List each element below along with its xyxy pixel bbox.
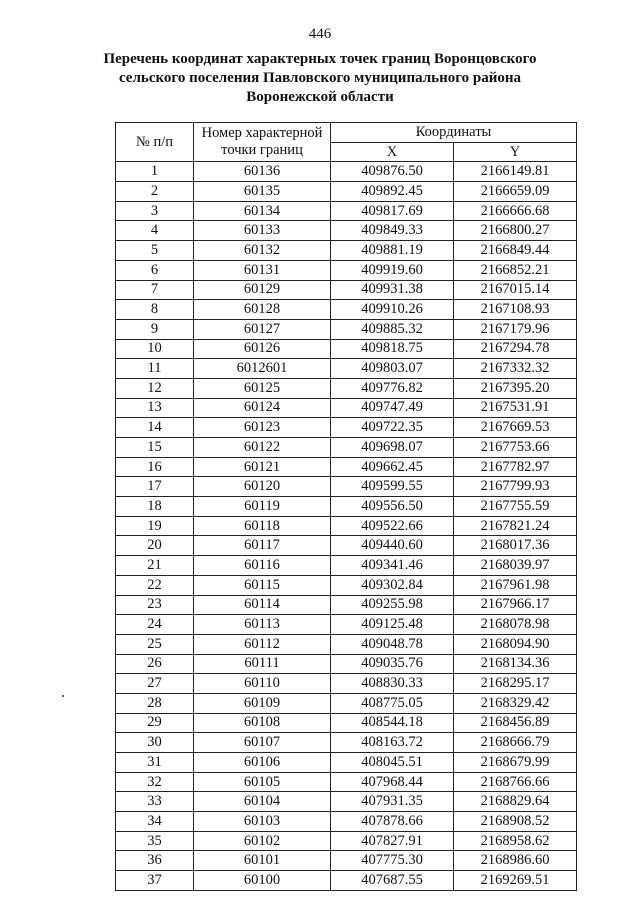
y-coordinate-cell: 2167395.20 <box>454 378 577 398</box>
point-number-cell: 60112 <box>194 634 331 654</box>
y-coordinate-cell: 2167015.14 <box>454 280 577 300</box>
table-row <box>116 733 577 753</box>
point-number-cell: 60101 <box>194 851 331 871</box>
point-number-cell: 60135 <box>194 182 331 202</box>
point-number-cell: 60121 <box>194 457 331 477</box>
row-number-cell: 37 <box>116 871 194 891</box>
page-number: 446 <box>308 26 332 42</box>
point-number-cell: 6012601 <box>194 359 331 379</box>
point-number-cell: 60114 <box>194 595 331 615</box>
y-coordinate-cell: 2168986.60 <box>454 851 577 871</box>
table-row <box>116 300 577 320</box>
point-number-cell: 60118 <box>194 516 331 536</box>
point-number-cell: 60113 <box>194 615 331 635</box>
table-row <box>116 831 577 851</box>
x-coordinate-cell: 408544.18 <box>331 713 454 733</box>
x-coordinate-cell: 408775.05 <box>331 693 454 713</box>
row-number-cell: 10 <box>116 339 194 359</box>
y-coordinate-cell: 2167753.66 <box>454 438 577 458</box>
table-row <box>116 556 577 576</box>
x-coordinate-cell: 409662.45 <box>331 457 454 477</box>
x-coordinate-cell: 409440.60 <box>331 536 454 556</box>
x-coordinate-cell: 409876.50 <box>331 162 454 182</box>
table-row <box>116 398 577 418</box>
row-number-cell: 28 <box>116 693 194 713</box>
point-number-cell: 60108 <box>194 713 331 733</box>
x-coordinate-cell: 409698.07 <box>331 438 454 458</box>
point-number-cell: 60117 <box>194 536 331 556</box>
stray-mark <box>62 695 64 697</box>
table-row <box>116 319 577 339</box>
y-coordinate-cell: 2168456.89 <box>454 713 577 733</box>
x-coordinate-cell: 407968.44 <box>331 772 454 792</box>
table-row <box>116 497 577 517</box>
row-number-cell: 24 <box>116 615 194 635</box>
table-row <box>116 753 577 773</box>
table-row <box>116 241 577 261</box>
header-point-number-line: точки границ <box>221 142 303 159</box>
row-number-cell: 5 <box>116 241 194 261</box>
table-row <box>116 536 577 556</box>
point-number-cell: 60110 <box>194 674 331 694</box>
coordinates-table <box>115 122 577 891</box>
row-number-cell: 15 <box>116 438 194 458</box>
row-number-cell: 23 <box>116 595 194 615</box>
y-coordinate-cell: 2168679.99 <box>454 753 577 773</box>
x-coordinate-cell: 409255.98 <box>331 595 454 615</box>
y-coordinate-cell: 2167531.91 <box>454 398 577 418</box>
x-coordinate-cell: 409803.07 <box>331 359 454 379</box>
y-coordinate-cell: 2166800.27 <box>454 221 577 241</box>
point-number-cell: 60109 <box>194 693 331 713</box>
row-number-cell: 6 <box>116 260 194 280</box>
y-coordinate-cell: 2167332.32 <box>454 359 577 379</box>
point-number-cell: 60129 <box>194 280 331 300</box>
y-coordinate-cell: 2168017.36 <box>454 536 577 556</box>
document-title-line: Перечень координат характерных точек границ Воронцовского <box>103 51 537 67</box>
y-coordinate-cell: 2168078.98 <box>454 615 577 635</box>
point-number-cell: 60123 <box>194 418 331 438</box>
x-coordinate-cell: 407878.66 <box>331 812 454 832</box>
table-row <box>116 595 577 615</box>
x-coordinate-cell: 407827.91 <box>331 831 454 851</box>
table-row <box>116 812 577 832</box>
point-number-cell: 60133 <box>194 221 331 241</box>
point-number-cell: 60119 <box>194 497 331 517</box>
row-number-cell: 2 <box>116 182 194 202</box>
row-number-cell: 32 <box>116 772 194 792</box>
x-coordinate-cell: 409885.32 <box>331 319 454 339</box>
y-coordinate-cell: 2168039.97 <box>454 556 577 576</box>
header-x: X <box>331 142 454 162</box>
row-number-cell: 33 <box>116 792 194 812</box>
row-number-cell: 20 <box>116 536 194 556</box>
y-coordinate-cell: 2168666.79 <box>454 733 577 753</box>
y-coordinate-cell: 2168829.64 <box>454 792 577 812</box>
table-header-row <box>116 123 577 143</box>
x-coordinate-cell: 409599.55 <box>331 477 454 497</box>
table-row <box>116 221 577 241</box>
table-row <box>116 792 577 812</box>
table-row <box>116 851 577 871</box>
row-number-cell: 17 <box>116 477 194 497</box>
point-number-cell: 60106 <box>194 753 331 773</box>
table-row <box>116 575 577 595</box>
y-coordinate-cell: 2166849.44 <box>454 241 577 261</box>
row-number-cell: 3 <box>116 201 194 221</box>
x-coordinate-cell: 409125.48 <box>331 615 454 635</box>
document-title <box>100 50 540 107</box>
row-number-cell: 16 <box>116 457 194 477</box>
table-row <box>116 418 577 438</box>
row-number-cell: 9 <box>116 319 194 339</box>
header-point-number <box>194 123 331 162</box>
x-coordinate-cell: 409522.66 <box>331 516 454 536</box>
y-coordinate-cell: 2166852.21 <box>454 260 577 280</box>
header-point-number-line: Номер характерной <box>201 125 323 142</box>
row-number-cell: 14 <box>116 418 194 438</box>
x-coordinate-cell: 409931.38 <box>331 280 454 300</box>
point-number-cell: 60104 <box>194 792 331 812</box>
point-number-cell: 60107 <box>194 733 331 753</box>
row-number-cell: 31 <box>116 753 194 773</box>
y-coordinate-cell: 2169269.51 <box>454 871 577 891</box>
row-number-cell: 25 <box>116 634 194 654</box>
row-number-cell: 8 <box>116 300 194 320</box>
x-coordinate-cell: 407687.55 <box>331 871 454 891</box>
point-number-cell: 60125 <box>194 378 331 398</box>
y-coordinate-cell: 2167294.78 <box>454 339 577 359</box>
y-coordinate-cell: 2167961.98 <box>454 575 577 595</box>
y-coordinate-cell: 2167782.97 <box>454 457 577 477</box>
x-coordinate-cell: 409747.49 <box>331 398 454 418</box>
table-row <box>116 378 577 398</box>
table-row <box>116 359 577 379</box>
table-row <box>116 674 577 694</box>
x-coordinate-cell: 408045.51 <box>331 753 454 773</box>
x-coordinate-cell: 409035.76 <box>331 654 454 674</box>
row-number-cell: 35 <box>116 831 194 851</box>
header-coordinates: Координаты <box>331 123 577 143</box>
x-coordinate-cell: 409919.60 <box>331 260 454 280</box>
x-coordinate-cell: 409556.50 <box>331 497 454 517</box>
point-number-cell: 60132 <box>194 241 331 261</box>
y-coordinate-cell: 2168958.62 <box>454 831 577 851</box>
row-number-cell: 13 <box>116 398 194 418</box>
row-number-cell: 12 <box>116 378 194 398</box>
y-coordinate-cell: 2167755.59 <box>454 497 577 517</box>
y-coordinate-cell: 2166659.09 <box>454 182 577 202</box>
x-coordinate-cell: 408830.33 <box>331 674 454 694</box>
x-coordinate-cell: 407775.30 <box>331 851 454 871</box>
x-coordinate-cell: 409048.78 <box>331 634 454 654</box>
y-coordinate-cell: 2166666.68 <box>454 201 577 221</box>
y-coordinate-cell: 2168134.36 <box>454 654 577 674</box>
x-coordinate-cell: 409817.69 <box>331 201 454 221</box>
point-number-cell: 60126 <box>194 339 331 359</box>
point-number-cell: 60131 <box>194 260 331 280</box>
x-coordinate-cell: 408163.72 <box>331 733 454 753</box>
row-number-cell: 19 <box>116 516 194 536</box>
y-coordinate-cell: 2168766.66 <box>454 772 577 792</box>
table-row <box>116 654 577 674</box>
y-coordinate-cell: 2167799.93 <box>454 477 577 497</box>
point-number-cell: 60100 <box>194 871 331 891</box>
row-number-cell: 36 <box>116 851 194 871</box>
point-number-cell: 60127 <box>194 319 331 339</box>
table-row <box>116 713 577 733</box>
y-coordinate-cell: 2167108.93 <box>454 300 577 320</box>
point-number-cell: 60136 <box>194 162 331 182</box>
y-coordinate-cell: 2168329.42 <box>454 693 577 713</box>
x-coordinate-cell: 409910.26 <box>331 300 454 320</box>
x-coordinate-cell: 409849.33 <box>331 221 454 241</box>
y-coordinate-cell: 2168295.17 <box>454 674 577 694</box>
table-row <box>116 201 577 221</box>
point-number-cell: 60105 <box>194 772 331 792</box>
point-number-cell: 60115 <box>194 575 331 595</box>
point-number-cell: 60111 <box>194 654 331 674</box>
header-row-number: № п/п <box>116 123 194 162</box>
y-coordinate-cell: 2167821.24 <box>454 516 577 536</box>
row-number-cell: 18 <box>116 497 194 517</box>
x-coordinate-cell: 409818.75 <box>331 339 454 359</box>
row-number-cell: 21 <box>116 556 194 576</box>
x-coordinate-cell: 409302.84 <box>331 575 454 595</box>
table-row <box>116 634 577 654</box>
point-number-cell: 60103 <box>194 812 331 832</box>
y-coordinate-cell: 2167966.17 <box>454 595 577 615</box>
row-number-cell: 26 <box>116 654 194 674</box>
table-row <box>116 871 577 891</box>
table-row <box>116 772 577 792</box>
row-number-cell: 29 <box>116 713 194 733</box>
y-coordinate-cell: 2168908.52 <box>454 812 577 832</box>
table-body <box>116 162 577 890</box>
table-row <box>116 162 577 182</box>
row-number-cell: 7 <box>116 280 194 300</box>
x-coordinate-cell: 409881.19 <box>331 241 454 261</box>
document-title-line: сельского поселения Павловского муниципального района <box>118 70 522 86</box>
row-number-cell: 4 <box>116 221 194 241</box>
table-row <box>116 457 577 477</box>
table-row <box>116 615 577 635</box>
table-row <box>116 260 577 280</box>
point-number-cell: 60116 <box>194 556 331 576</box>
table-row <box>116 280 577 300</box>
y-coordinate-cell: 2167179.96 <box>454 319 577 339</box>
row-number-cell: 22 <box>116 575 194 595</box>
y-coordinate-cell: 2166149.81 <box>454 162 577 182</box>
y-coordinate-cell: 2168094.90 <box>454 634 577 654</box>
table-row <box>116 477 577 497</box>
row-number-cell: 27 <box>116 674 194 694</box>
table-row <box>116 438 577 458</box>
table-row <box>116 516 577 536</box>
x-coordinate-cell: 409892.45 <box>331 182 454 202</box>
x-coordinate-cell: 409341.46 <box>331 556 454 576</box>
point-number-cell: 60128 <box>194 300 331 320</box>
point-number-cell: 60134 <box>194 201 331 221</box>
row-number-cell: 30 <box>116 733 194 753</box>
table-row <box>116 182 577 202</box>
table-row <box>116 693 577 713</box>
row-number-cell: 1 <box>116 162 194 182</box>
row-number-cell: 34 <box>116 812 194 832</box>
point-number-cell: 60122 <box>194 438 331 458</box>
point-number-cell: 60102 <box>194 831 331 851</box>
x-coordinate-cell: 407931.35 <box>331 792 454 812</box>
document-title-line: Воронежской области <box>246 89 394 105</box>
row-number-cell: 11 <box>116 359 194 379</box>
x-coordinate-cell: 409722.35 <box>331 418 454 438</box>
x-coordinate-cell: 409776.82 <box>331 378 454 398</box>
point-number-cell: 60124 <box>194 398 331 418</box>
y-coordinate-cell: 2167669.53 <box>454 418 577 438</box>
point-number-cell: 60120 <box>194 477 331 497</box>
table-row <box>116 339 577 359</box>
header-y: Y <box>454 142 577 162</box>
